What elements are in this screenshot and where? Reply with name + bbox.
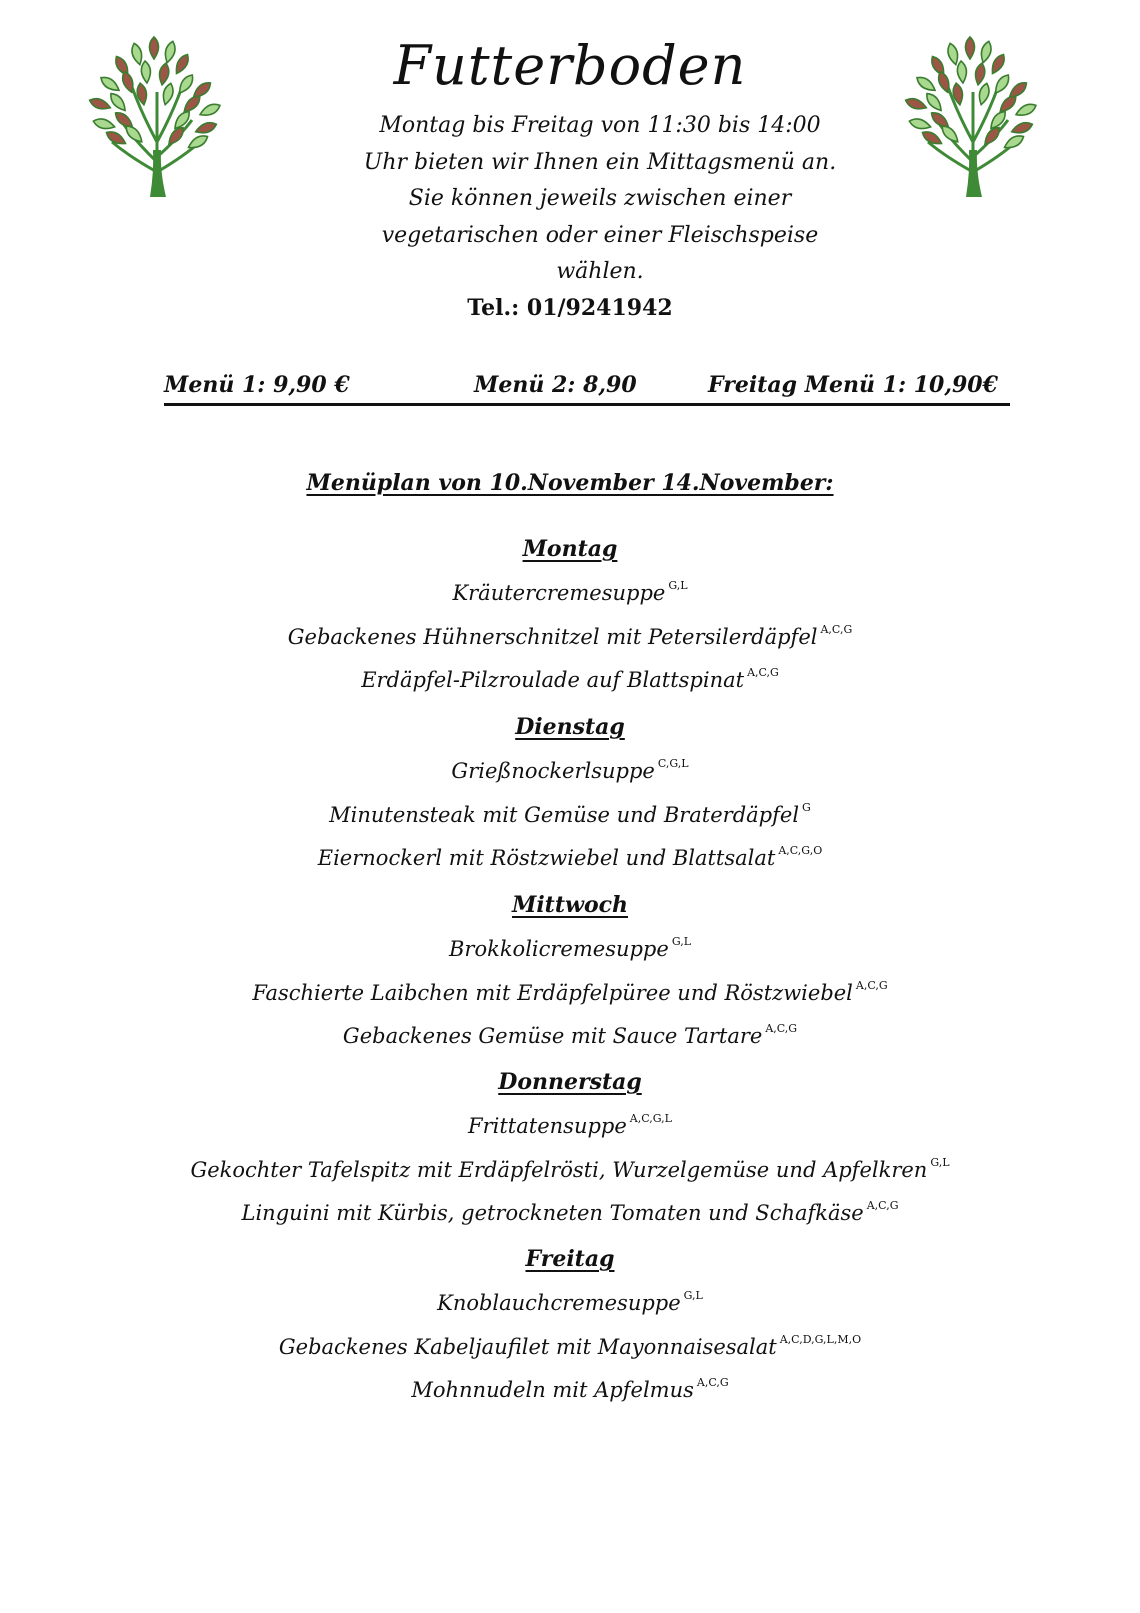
day-heading: [0, 1242, 1140, 1278]
allergen-codes: G,L: [668, 579, 688, 592]
intro-line: wählen.: [556, 259, 644, 284]
allergen-codes: G,L: [671, 935, 692, 948]
day-heading-text: Montag: [522, 536, 618, 562]
dish-name: Faschierte Laibchen mit Erdäpfelpüree und Röstzwiebel: [252, 980, 853, 1005]
price-friday-menu-1: Freitag Menü 1: 10,90€: [708, 372, 998, 398]
dish-item: [0, 1322, 1140, 1366]
day-section-montag: [0, 532, 1140, 699]
tree-leaf: [194, 120, 218, 136]
dish-item: [0, 1011, 1140, 1055]
dish-name: Frittatensuppe: [468, 1114, 627, 1138]
day-heading-text: Dienstag: [515, 714, 625, 740]
tree-leaf: [1010, 120, 1034, 136]
price-underline: [164, 403, 1010, 406]
allergen-codes: C,G,L: [657, 757, 689, 770]
dish-item: [0, 1188, 1140, 1232]
allergen-codes: A,C,G,O: [778, 844, 823, 857]
dish-name: Minutensteak mit Gemüse und Braterdäpfel: [329, 802, 800, 827]
dish-item: [0, 1365, 1140, 1409]
dish-name: Erdäpfel-Pilzroulade auf Blattspinat: [361, 668, 745, 692]
day-section-mittwoch: [0, 888, 1140, 1055]
day-section-dienstag: [0, 710, 1140, 877]
intro-line: Montag bis Freitag von 11:30 bis 14:00: [379, 113, 821, 138]
dish-name: Brokkolicremesuppe: [448, 937, 669, 961]
intro-line: Uhr bieten wir Ihnen ein Mittagsmenü an.: [363, 149, 837, 175]
dish-name: Eiernockerl mit Röstzwiebel und Blattsalat: [317, 846, 776, 870]
allergen-codes: G,L: [683, 1289, 703, 1302]
dish-item: [0, 790, 1140, 834]
intro-line: vegetarischen oder einer Fleischspeise: [381, 222, 819, 248]
day-section-freitag: [0, 1242, 1140, 1409]
allergen-codes: G,L: [930, 1155, 950, 1169]
price-menu-1: Menü 1: 9,90 €: [164, 372, 350, 398]
allergen-codes: A,C,G,L: [629, 1112, 672, 1125]
dish-item: [0, 1145, 1140, 1189]
tree-leaf: [123, 123, 145, 145]
dish-item: [0, 1278, 1140, 1322]
dish-name: Grießnockerlsuppe: [451, 759, 655, 783]
dish-name: Knoblauchcremesuppe: [437, 1291, 681, 1315]
dish-name: Gebackenes Gemüse mit Sauce Tartare: [342, 1024, 763, 1048]
dish-item: [0, 568, 1140, 612]
dish-item: [0, 655, 1140, 699]
phone-number: Tel.: 01/9241942: [467, 295, 673, 321]
menu-plan-title-text: Menüplan von 10.November 14.November:: [306, 470, 834, 496]
menu-plan-title: [0, 470, 1140, 496]
allergen-codes: A,C,G: [747, 666, 779, 679]
dish-item: [0, 1101, 1140, 1145]
allergen-codes: A,C,D,G,L,M,O: [779, 1332, 862, 1346]
day-heading: [0, 1065, 1140, 1101]
day-heading: [0, 532, 1140, 568]
price-menu-2: Menü 2: 8,90: [474, 372, 637, 398]
allergen-codes: A,C,G: [820, 622, 853, 636]
day-heading-text: Mittwoch: [511, 892, 629, 918]
dish-name: Gebackenes Kabeljaufilet mit Mayonnaisesalat: [278, 1334, 777, 1359]
dish-name: Gekochter Tafelspitz mit Erdäpfelrösti, Wurzelgemüse und Apfelkren: [190, 1157, 928, 1182]
allergen-codes: A,C,G: [765, 1022, 798, 1035]
dish-item: [0, 968, 1140, 1012]
dish-item: [0, 612, 1140, 656]
opening-hours-text: [320, 108, 880, 291]
dish-item: [0, 833, 1140, 877]
day-heading-text: Freitag: [525, 1246, 615, 1272]
intro-line: Sie können jeweils zwischen einer: [408, 186, 792, 211]
tree-leaf: [92, 117, 116, 131]
day-heading: [0, 710, 1140, 746]
dish-name: Kräutercremesuppe: [452, 581, 666, 605]
dish-item: [0, 746, 1140, 790]
allergen-codes: A,C,G: [696, 1376, 729, 1389]
day-section-donnerstag: [0, 1065, 1140, 1232]
dish-name: Gebackenes Hühnerschnitzel mit Petersilerdäpfel: [287, 624, 818, 649]
restaurant-title: Futterboden: [393, 34, 747, 97]
tree-leaf: [939, 123, 961, 145]
allergen-codes: A,C,G: [855, 978, 888, 992]
dish-name: Linguini mit Kürbis, getrockneten Tomaten und Schafkäse: [241, 1201, 864, 1225]
dish-name: Mohnnudeln mit Apfelmus: [411, 1378, 694, 1402]
allergen-codes: A,C,G: [866, 1199, 899, 1212]
dish-item: [0, 924, 1140, 968]
price-bar: [164, 372, 1010, 406]
allergen-codes: G: [802, 800, 811, 814]
day-heading-text: Donnerstag: [498, 1069, 642, 1095]
tree-leaf: [908, 117, 932, 131]
day-heading: [0, 888, 1140, 924]
